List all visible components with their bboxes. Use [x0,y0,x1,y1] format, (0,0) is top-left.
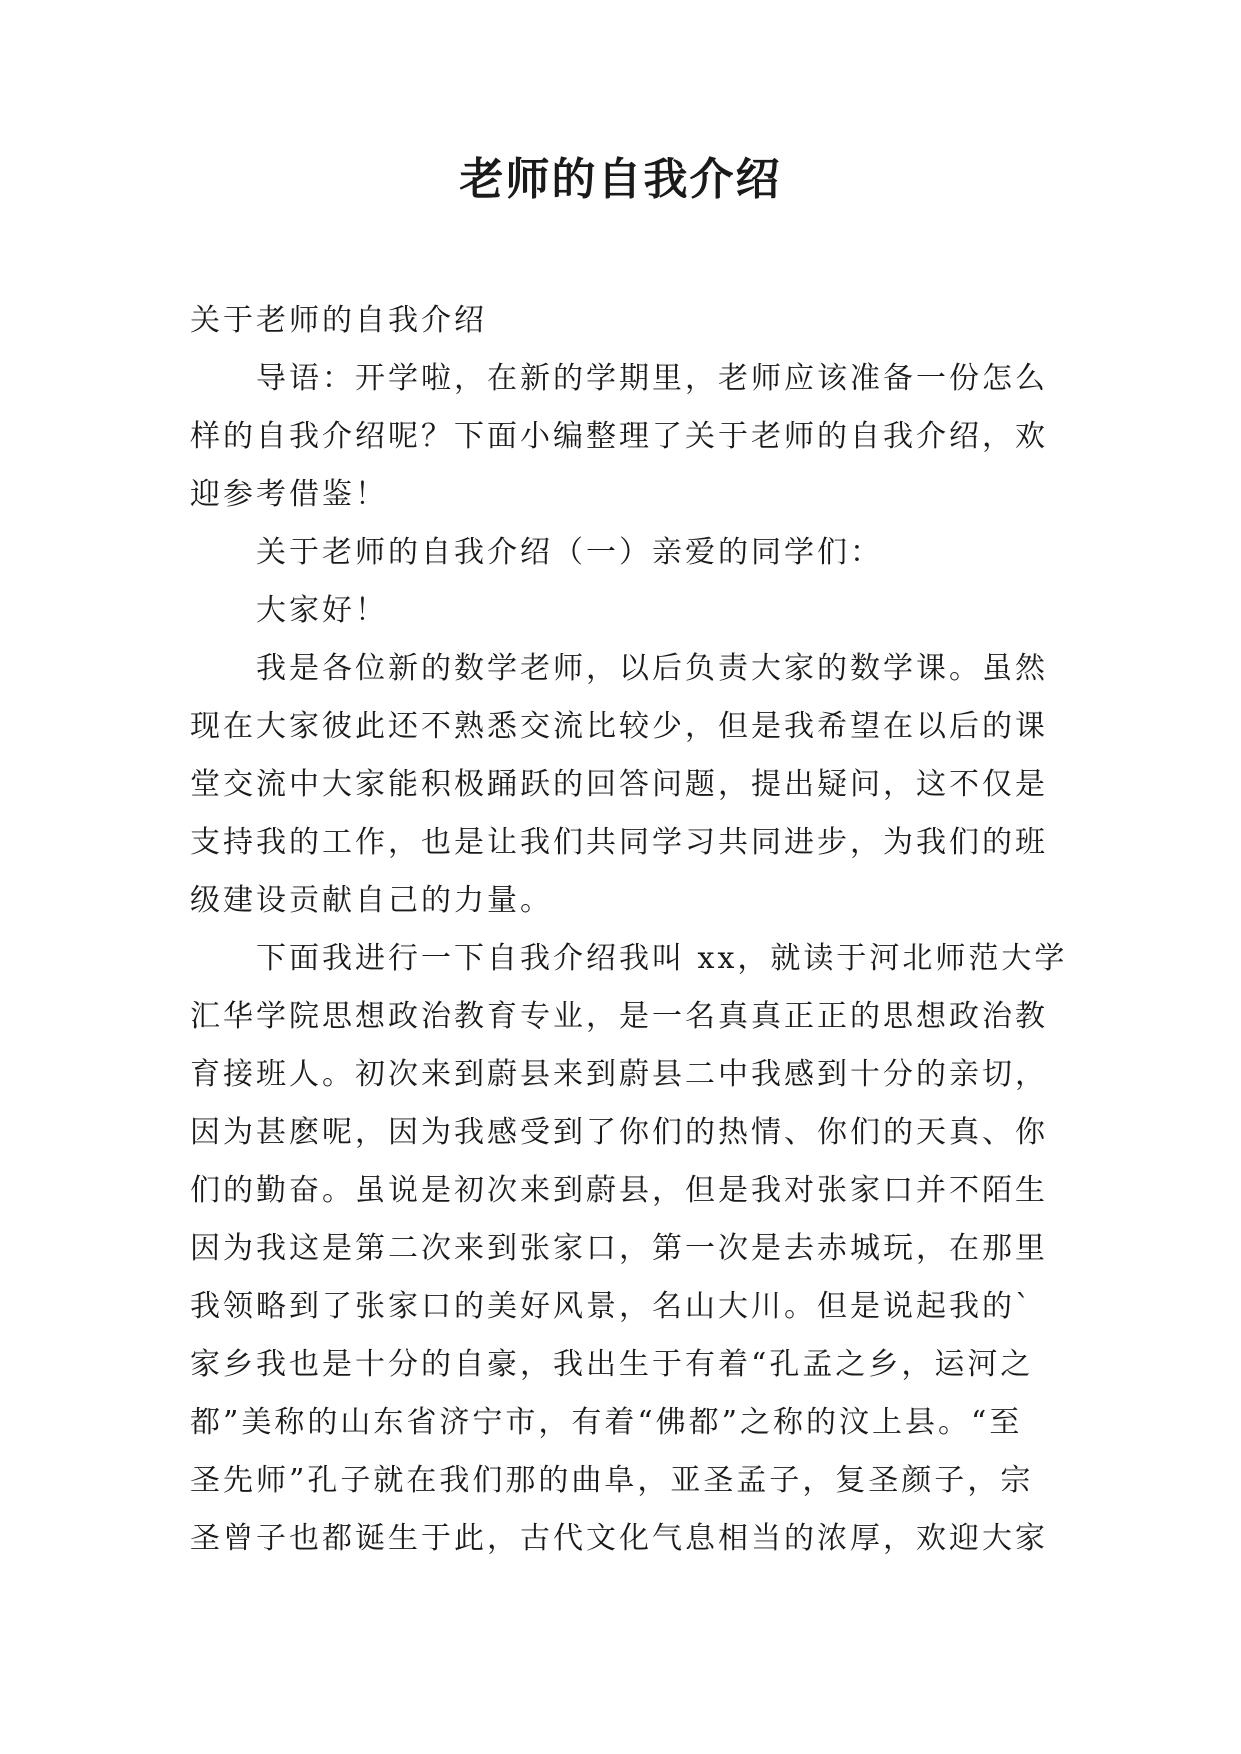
text-line: 导语：开学啦，在新的学期里，老师应该准备一份怎么 [256,361,1048,396]
text-line: 堂交流中大家能积极踊跃的回答问题，提出疑问，这不仅是 [190,767,1048,802]
text-line: 家乡我也是十分的自豪，我出生于有着“孔孟之乡，运河之 [190,1347,1034,1382]
text-line: 都”美称的山东省济宁市，有着“佛都”之称的汶上县。“至 [190,1405,1023,1440]
text-line: 我是各位新的数学老师，以后负责大家的数学课。虽然 [256,651,1048,686]
text-line: 因为甚麽呢，因为我感受到了你们的热情、你们的天真、你 [190,1115,1048,1150]
text-line: 我领略到了张家口的美好风景，名山大川。但是说起我的` [190,1289,1033,1324]
document-body [190,292,1068,1568]
text-line: 们的勤奋。虽说是初次来到蔚县，但是我对张家口并不陌生 [190,1173,1048,1208]
text-line: 因为我这是第二次来到张家口，第一次是去赤城玩，在那里 [190,1231,1048,1266]
text-line: 关于老师的自我介绍（一）亲爱的同学们： [256,535,883,570]
text-line: 圣先师”孔子就在我们那的曲阜，亚圣孟子，复圣颜子，宗 [190,1463,1034,1498]
text-line: 汇华学院思想政治教育专业，是一名真真正正的思想政治教 [190,999,1048,1034]
text-line: 样的自我介绍呢？下面小编整理了关于老师的自我介绍，欢 [190,419,1048,454]
text-line: 圣曾子也都诞生于此，古代文化气息相当的浓厚，欢迎大家 [190,1521,1048,1556]
text-line: 现在大家彼此还不熟悉交流比较少，但是我希望在以后的课 [190,709,1048,744]
text-line: 大家好！ [256,593,388,628]
text-line: 迎参考借鉴！ [190,477,388,512]
text-line: 育接班人。初次来到蔚县来到蔚县二中我感到十分的亲切， [190,1057,1048,1092]
text-line: 级建设贡献自己的力量。 [190,883,553,918]
text-line: 下面我进行一下自我介绍我叫 xx，就读于河北师范大学 [256,941,1068,976]
text-line: 支持我的工作，也是让我们共同学习共同进步，为我们的班 [190,825,1048,860]
text-line: 关于老师的自我介绍 [190,303,487,338]
document-title: 老师的自我介绍 [459,154,782,205]
